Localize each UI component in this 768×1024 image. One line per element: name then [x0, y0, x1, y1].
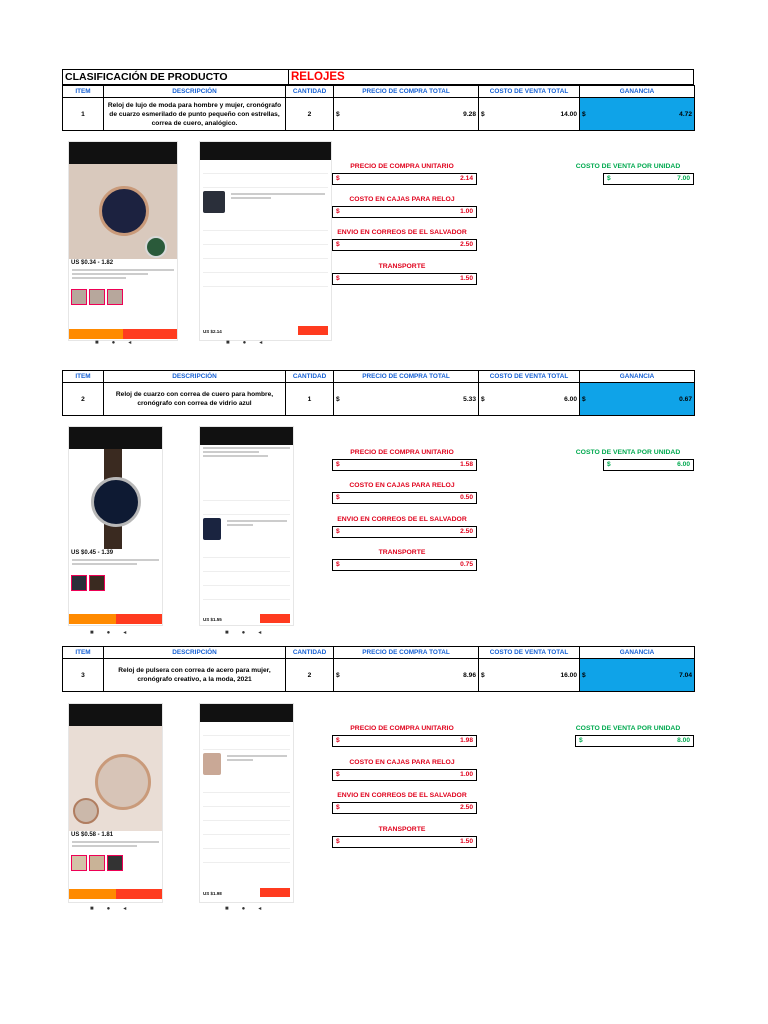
box-cost-value: 0.50 [460, 494, 473, 501]
table-header [63, 86, 695, 98]
total-sale-cell: $ 6.00 [479, 383, 580, 416]
table-header [63, 371, 695, 383]
item-number: 3 [63, 659, 104, 692]
product-screenshot [68, 426, 163, 626]
color-thumbnails[interactable] [69, 853, 162, 873]
unit-sale-box: $ 6.00 [603, 459, 694, 471]
total-purchase-value: 9.28 [463, 110, 476, 118]
unit-purchase-value: 1.98 [460, 737, 473, 744]
item-number: 1 [63, 98, 104, 131]
product-screenshot [68, 141, 178, 341]
category-row [62, 69, 694, 85]
col-profit: GANANCIA [580, 86, 695, 98]
col-total-purchase: PRECIO DE COMPRA TOTAL [334, 371, 479, 383]
col-description: DESCRIPCIÓN [104, 371, 286, 383]
col-total-sale: COSTO DE VENTA TOTAL [479, 86, 580, 98]
nav-bar-icons: ■●◂ [90, 906, 140, 912]
item-number: 2 [63, 383, 104, 416]
total-sale-cell: $ 16.00 [479, 659, 580, 692]
mail-cost-box: $ 2.50 [332, 526, 477, 538]
buy-buttons[interactable] [69, 889, 162, 899]
profit-cell: $ 4.72 [580, 98, 695, 131]
profit-cell: $ 7.04 [580, 659, 695, 692]
total-purchase-cell: $ 5.33 [334, 383, 479, 416]
box-cost-box: $ 0.50 [332, 492, 477, 504]
app-topbar [69, 704, 162, 726]
total-purchase-value: 8.96 [463, 671, 476, 679]
col-quantity: CANTIDAD [286, 86, 334, 98]
unit-purchase-box: $ 2.14 [332, 173, 477, 185]
app-topbar [200, 704, 293, 722]
item-table-1 [62, 85, 695, 131]
transport-box: $ 1.50 [332, 273, 477, 285]
table-row [63, 98, 695, 131]
box-cost-label: COSTO EN CAJAS PARA RELOJ [349, 759, 455, 766]
color-thumbnails[interactable] [69, 573, 162, 593]
watch-image [99, 186, 149, 236]
unit-sale-label: COSTO DE VENTA POR UNIDAD [575, 449, 681, 456]
item-quantity: 1 [286, 383, 334, 416]
order-total: US $2.14 [203, 329, 222, 334]
item-table-2 [62, 370, 695, 416]
unit-purchase-box: $ 1.98 [332, 735, 477, 747]
price-range: US $0.58 - 1.81 [71, 832, 114, 838]
box-cost-box: $ 1.00 [332, 769, 477, 781]
price-range: US $0.34 - 1.82 [71, 260, 114, 266]
box-cost-value: 1.00 [460, 771, 473, 778]
profit-cell: $ 0.67 [580, 383, 695, 416]
col-item: ITEM [63, 86, 104, 98]
table-row [63, 659, 695, 692]
col-total-sale: COSTO DE VENTA TOTAL [479, 371, 580, 383]
col-profit: GANANCIA [580, 371, 695, 383]
unit-sale-value: 8.00 [677, 737, 690, 744]
mail-cost-value: 2.50 [460, 241, 473, 248]
box-cost-label: COSTO EN CAJAS PARA RELOJ [349, 482, 455, 489]
transport-label: TRANSPORTE [378, 263, 426, 270]
col-item: ITEM [63, 371, 104, 383]
mail-cost-box: $ 2.50 [332, 802, 477, 814]
item-quantity: 2 [286, 98, 334, 131]
order-confirmation-screenshot [199, 426, 294, 626]
price-range: US $0.45 - 1.39 [71, 550, 114, 556]
nav-bar-icons: ■●◂ [225, 630, 275, 636]
place-order-button[interactable] [260, 614, 290, 623]
item-description: Reloj de pulsera con correa de acero para mujer, cronógrafo creativo, a la moda, 2021 [104, 659, 286, 692]
profit-value: 0.67 [679, 395, 692, 403]
box-cost-label: COSTO EN CAJAS PARA RELOJ [349, 196, 455, 203]
unit-sale-value: 6.00 [677, 461, 690, 468]
col-profit: GANANCIA [580, 647, 695, 659]
product-photo [69, 726, 162, 831]
profit-value: 7.04 [679, 671, 692, 679]
place-order-button[interactable] [260, 888, 290, 897]
place-order-button[interactable] [298, 326, 328, 335]
total-sale-cell: $ 14.00 [479, 98, 580, 131]
mail-cost-label: ENVIO EN CORREOS DE EL SALVADOR [337, 792, 467, 799]
transport-box: $ 0.75 [332, 559, 477, 571]
category-value: RELOJES [291, 71, 345, 83]
col-total-purchase: PRECIO DE COMPRA TOTAL [334, 86, 479, 98]
unit-purchase-value: 1.58 [460, 461, 473, 468]
app-topbar [69, 427, 162, 449]
col-description: DESCRIPCIÓN [104, 86, 286, 98]
table-row [63, 383, 695, 416]
transport-value: 1.50 [460, 275, 473, 282]
unit-purchase-label: PRECIO DE COMPRA UNITARIO [350, 725, 454, 732]
box-cost-box: $ 1.00 [332, 206, 477, 218]
unit-purchase-label: PRECIO DE COMPRA UNITARIO [350, 449, 454, 456]
nav-bar-icons: ■●◂ [226, 340, 276, 346]
product-photo [69, 164, 177, 259]
item-quantity: 2 [286, 659, 334, 692]
mail-cost-value: 2.50 [460, 804, 473, 811]
nav-bar-icons: ■●◂ [95, 340, 145, 346]
item-description: Reloj de cuarzo con correa de cuero para hombre, cronógrafo con correa de vidrio azul [104, 383, 286, 416]
unit-sale-value: 7.00 [677, 175, 690, 182]
transport-label: TRANSPORTE [378, 826, 426, 833]
transport-value: 1.50 [460, 838, 473, 845]
total-purchase-cell: $ 8.96 [334, 659, 479, 692]
item-table-3 [62, 646, 695, 692]
mail-cost-label: ENVIO EN CORREOS DE EL SALVADOR [337, 516, 467, 523]
unit-sale-label: COSTO DE VENTA POR UNIDAD [575, 725, 681, 732]
col-quantity: CANTIDAD [286, 371, 334, 383]
col-item: ITEM [63, 647, 104, 659]
unit-sale-label: COSTO DE VENTA POR UNIDAD [575, 163, 681, 170]
app-topbar [200, 427, 293, 445]
total-sale-value: 14.00 [560, 110, 577, 118]
nav-bar-icons: ■●◂ [90, 630, 140, 636]
item-description: Reloj de lujo de moda para hombre y mujer, cronógrafo de cuarzo esmerilado de punto pequeño con estrellas, correa de cuero, analógico. [104, 98, 286, 131]
mail-cost-label: ENVIO EN CORREOS DE EL SALVADOR [337, 229, 467, 236]
app-topbar [200, 142, 331, 160]
unit-purchase-box: $ 1.58 [332, 459, 477, 471]
table-header [63, 647, 695, 659]
total-purchase-cell: $ 9.28 [334, 98, 479, 131]
col-quantity: CANTIDAD [286, 647, 334, 659]
order-confirmation-screenshot [199, 141, 332, 341]
unit-purchase-label: PRECIO DE COMPRA UNITARIO [350, 163, 454, 170]
total-purchase-value: 5.33 [463, 395, 476, 403]
buy-buttons[interactable] [69, 614, 162, 624]
profit-value: 4.72 [679, 110, 692, 118]
app-topbar [69, 142, 177, 164]
order-total: US $1.55 [203, 617, 222, 622]
col-total-sale: COSTO DE VENTA TOTAL [479, 647, 580, 659]
color-thumbnails[interactable] [69, 287, 177, 307]
product-screenshot [68, 703, 163, 903]
category-label: CLASIFICACIÓN DE PRODUCTO [63, 70, 289, 84]
transport-box: $ 1.50 [332, 836, 477, 848]
col-total-purchase: PRECIO DE COMPRA TOTAL [334, 647, 479, 659]
col-description: DESCRIPCIÓN [104, 647, 286, 659]
unit-sale-box: $ 8.00 [575, 735, 694, 747]
buy-buttons[interactable] [69, 329, 177, 339]
total-sale-value: 6.00 [564, 395, 577, 403]
transport-label: TRANSPORTE [378, 549, 426, 556]
watch-image [95, 754, 151, 810]
product-photo [69, 449, 162, 549]
order-total: US $1.98 [203, 891, 222, 896]
mail-cost-value: 2.50 [460, 528, 473, 535]
transport-value: 0.75 [460, 561, 473, 568]
nav-bar-icons: ■●◂ [225, 906, 275, 912]
mail-cost-box: $ 2.50 [332, 239, 477, 251]
unit-sale-box: $ 7.00 [603, 173, 694, 185]
watch-image [91, 477, 141, 527]
box-cost-value: 1.00 [460, 208, 473, 215]
order-confirmation-screenshot [199, 703, 294, 903]
unit-purchase-value: 2.14 [460, 175, 473, 182]
total-sale-value: 16.00 [560, 671, 577, 679]
